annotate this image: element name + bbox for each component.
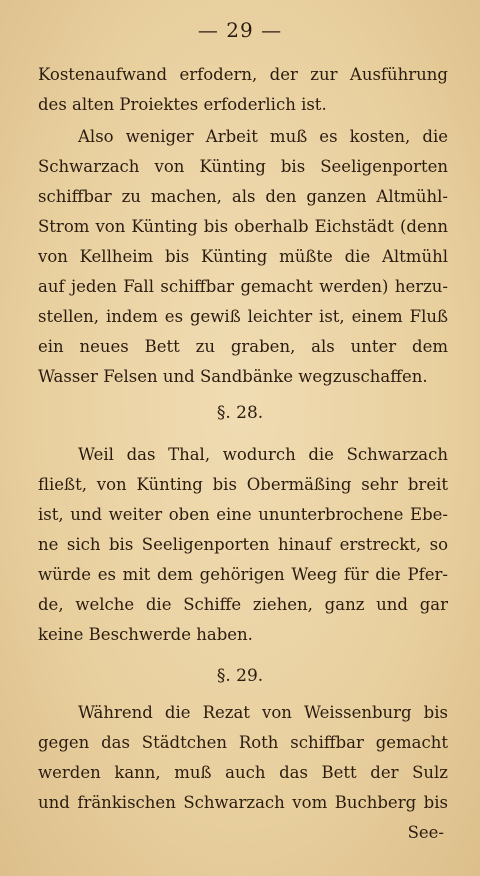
text-line: Also weniger Arbeit muß es kosten, die bbox=[78, 127, 448, 146]
catchword: See- bbox=[407, 823, 444, 842]
text-line: de, welche die Schiffe ziehen, ganz und gar bbox=[38, 595, 448, 614]
text-line: Kostenaufwand erfodern, der zur Ausführung bbox=[38, 65, 448, 84]
text-line: ist, und weiter oben eine ununterbrochene Ebe- bbox=[38, 505, 448, 524]
text-line: werden kann, muß auch das Bett der Sulz bbox=[38, 763, 448, 782]
text-line: Weil das Thal, wodurch die Schwarzach bbox=[78, 445, 448, 464]
paragraph-2 bbox=[38, 122, 448, 392]
paragraph-3 bbox=[38, 440, 448, 650]
section-heading-28: §. 28. bbox=[216, 403, 264, 423]
text-line: von Kellheim bis Künting müßte die Altmühl bbox=[38, 247, 448, 266]
text-line: schiffbar zu machen, als den ganzen Altmühl- bbox=[38, 187, 448, 206]
text-line: Wasser Felsen und Sandbänke wegzuschaffen. bbox=[38, 367, 428, 386]
text-line: Schwarzach von Künting bis Seeligenporten bbox=[38, 157, 448, 176]
text-line: und fränkischen Schwarzach vom Buchberg bis bbox=[38, 793, 448, 812]
text-line: des alten Proiektes erfoderlich ist. bbox=[38, 95, 327, 114]
text-line: Während die Rezat von Weissenburg bis bbox=[78, 703, 448, 722]
text-line: würde es mit dem gehörigen Weeg für die Pfer- bbox=[38, 565, 448, 584]
text-line: stellen, indem es gewiß leichter ist, einem Fluß bbox=[38, 307, 448, 326]
text-line: auf jeden Fall schiffbar gemacht werden) herzu- bbox=[38, 277, 448, 296]
paragraph-4 bbox=[38, 698, 448, 818]
page-number: — 29 — bbox=[197, 18, 283, 42]
text-line: ein neues Bett zu graben, als unter dem bbox=[38, 337, 448, 356]
text-line: gegen das Städtchen Roth schiffbar gemacht bbox=[38, 733, 448, 752]
text-line: fließt, von Künting bis Obermäßing sehr breit bbox=[38, 475, 448, 494]
text-line: ne sich bis Seeligenporten hinauf erstreckt, so bbox=[38, 535, 448, 554]
text-line: keine Beschwerde haben. bbox=[38, 625, 253, 644]
paragraph-1 bbox=[38, 60, 448, 120]
section-heading-29: §. 29. bbox=[216, 666, 264, 686]
text-line: Strom von Künting bis oberhalb Eichstädt (denn bbox=[38, 217, 448, 236]
